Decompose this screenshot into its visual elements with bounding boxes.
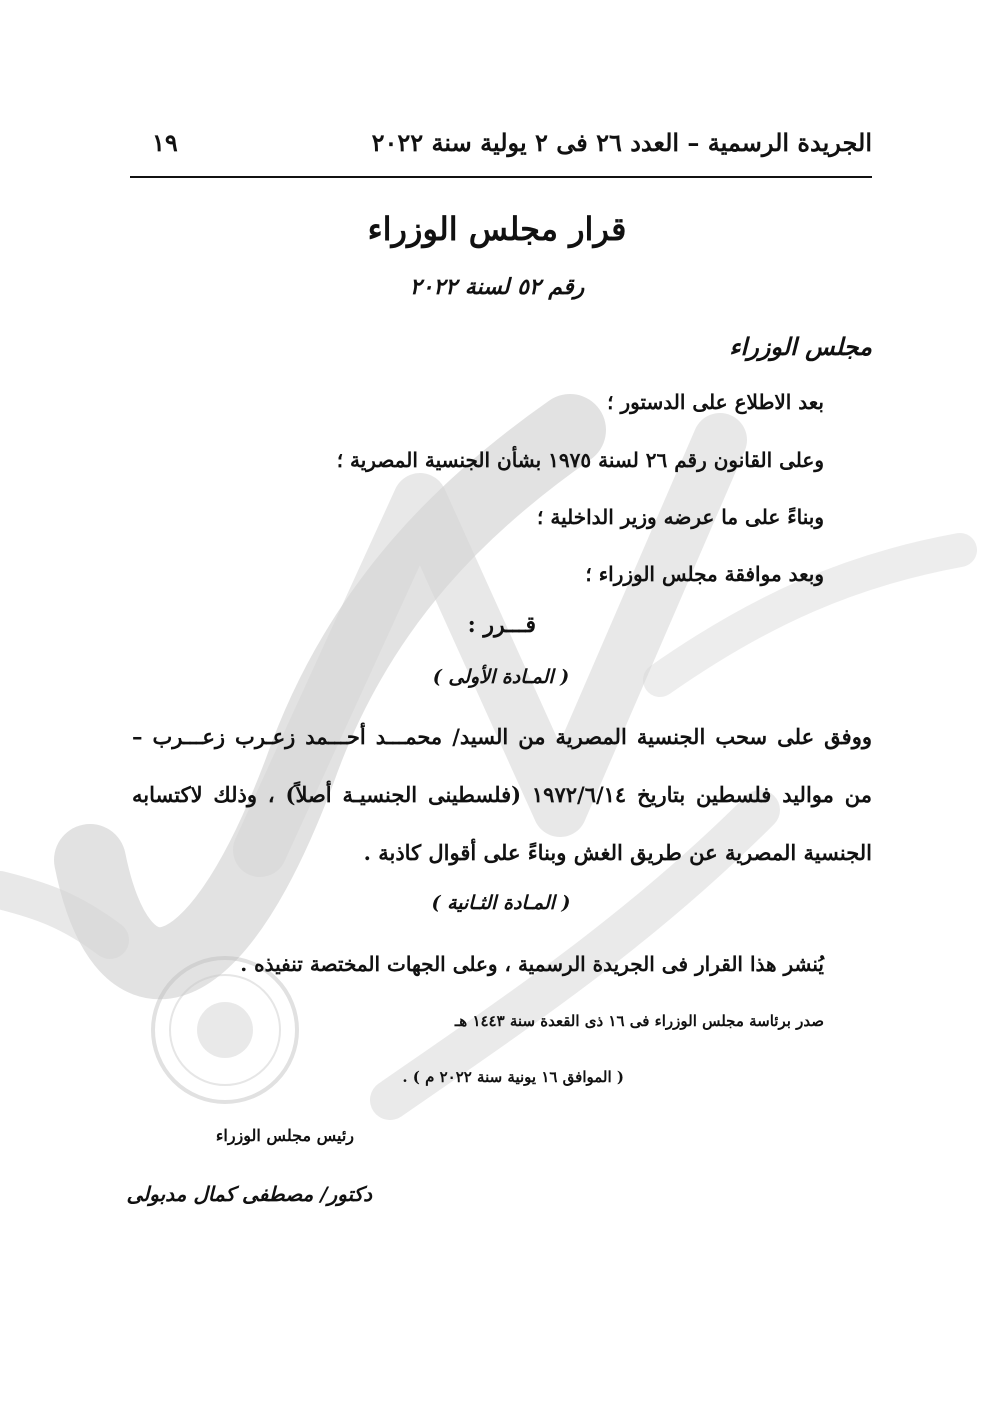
- preamble-line: وعلى القانون رقم ٢٦ لسنة ١٩٧٥ بشأن الجنسية المصرية ؛: [336, 448, 824, 472]
- watermark-graphic: [0, 250, 1004, 1250]
- decided-heading: قـــرر :: [467, 612, 536, 638]
- gazette-header: [130, 128, 872, 168]
- decree-number: رقم ٥٢ لسنة ٢٠٢٢: [409, 274, 585, 300]
- article-2-heading: ( المـادة الثـانية ): [431, 892, 571, 914]
- issuer-heading: مجلس الوزراء: [729, 332, 872, 361]
- article-1-line: ووفق على سحب الجنسية المصرية من السيد/ محمـــد أحـــمد زعـرب زعـــرب –: [132, 724, 872, 749]
- preamble-line: وبعد موافقة مجلس الوزراء ؛: [585, 562, 824, 586]
- watermark-seal: [153, 958, 297, 1102]
- article-2-text: يُنشر هذا القرار فى الجريدة الرسمية ، وعلى الجهات المختصة تنفيذه .: [240, 952, 824, 976]
- article-1-heading: ( المـادة الأولى ): [432, 666, 570, 688]
- article-1-line: من مواليد فلسطين بتاريخ ١٩٧٢/٦/١٤ (فلسطينى الجنسيـة أصلاً) ، وذلك لاكتسابه: [132, 782, 872, 807]
- watermark-stroke: [90, 430, 570, 963]
- gazette-header-title: الجريدة الرسمية – العدد ٢٦ فى ٢ يولية سنة ٢٠٢٢: [371, 128, 872, 157]
- article-1-line: الجنسية المصرية عن طريق الغش وبناءً على أقوال كاذبة .: [363, 840, 872, 865]
- preamble-line: بعد الاطلاع على الدستور ؛: [607, 390, 824, 414]
- page-number: ١٩: [152, 128, 178, 157]
- signer-name: دكتور/ مصطفى كمال مدبولى: [126, 1182, 372, 1206]
- decree-title: قرار مجلس الوزراء: [367, 210, 627, 248]
- gregorian-date: ( الموافق ١٦ يونية سنة ٢٠٢٢ م ) .: [402, 1068, 624, 1086]
- preamble-line: وبناءً على ما عرضه وزير الداخلية ؛: [537, 505, 824, 529]
- header-divider: [130, 176, 872, 178]
- watermark-stroke: [0, 890, 110, 940]
- signer-title: رئيس مجلس الوزراء: [215, 1126, 354, 1145]
- issued-date: صدر برئاسة مجلس الوزراء فى ١٦ ذى القعدة سنة ١٤٤٣ هـ: [454, 1012, 824, 1030]
